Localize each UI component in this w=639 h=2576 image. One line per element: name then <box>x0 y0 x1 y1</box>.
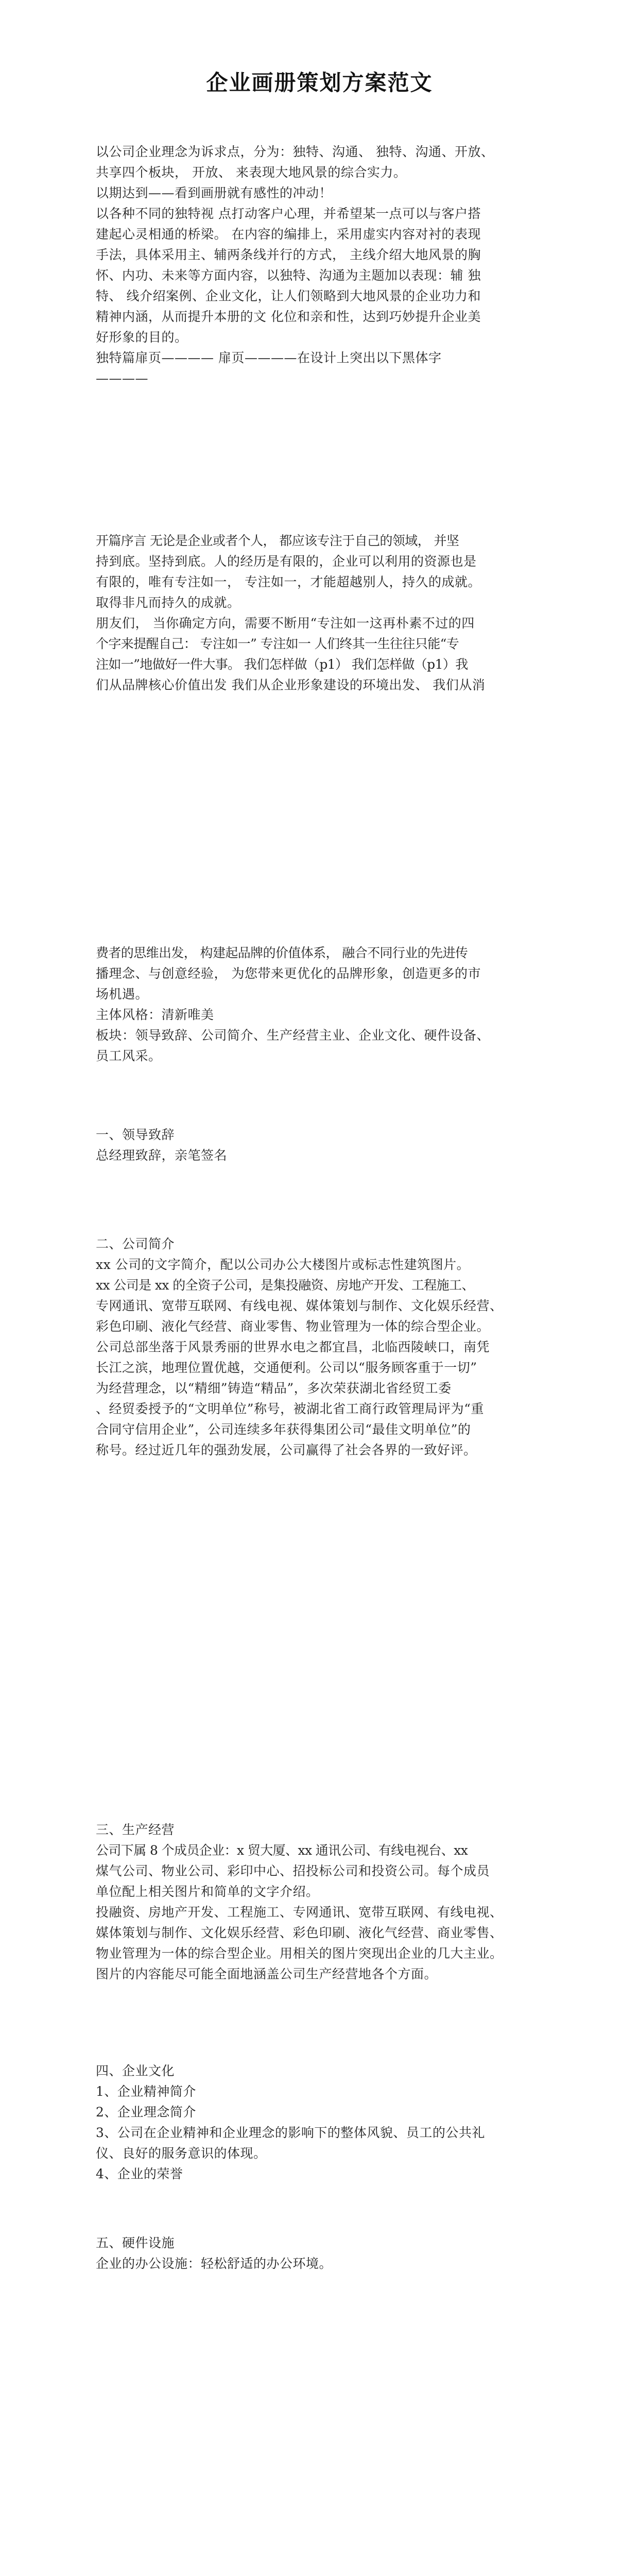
document-title: 企业画册策划方案范文 <box>206 70 433 95</box>
section-culture <box>96 2061 549 2184</box>
text-line: 以公司企业理念为诉求点，分为：独特、沟通、 独特、沟通、开放、 <box>96 144 494 159</box>
text-line: 总经理致辞，亲笔签名 <box>96 1148 228 1163</box>
text-line: 一、领导致辞 <box>96 1127 175 1142</box>
text-line: 三、生产经营 <box>96 1822 175 1837</box>
section-production <box>96 1820 549 1985</box>
text-line: 有限的，唯有专注如一， 专注如一，才能超越别人，持久的成就。 <box>96 574 481 589</box>
text-line: 3、公司在企业精神和企业理念的影响下的整体风貌、员工的公共礼 <box>96 2125 485 2140</box>
text-line: 彩色印刷、液化气经营、商业零售、物业管理为一体的综合型企业。 <box>96 1319 490 1334</box>
text-line: 员工风采。 <box>96 1048 162 1063</box>
text-line: 播理念、与创意经验， 为您带来更优化的品牌形象，创造更多的市 <box>96 966 481 981</box>
text-line: xx 公司的文字简介，配以公司办公大楼图片或标志性建筑图片。 <box>96 1257 470 1272</box>
section-leader-speech <box>96 1125 549 1166</box>
text-line: 们从品牌核心价值出发 我们从企业形象建设的环境出发、 我们从消 <box>96 677 486 692</box>
text-line: 为经营理念，以“精细”铸造“精品”，多次荣获湖北省经贸工委 <box>96 1381 452 1396</box>
text-line: 单位配上相关图片和简单的文字介绍。 <box>96 1884 319 1899</box>
text-line: 场机遇。 <box>96 987 149 1002</box>
text-line: 公司下属 8 个成员企业：x 贸大厦、xx 通讯公司、有线电视台、xx <box>96 1843 468 1858</box>
text-line: xx 公司是 xx 的全资子公司，是集投融资、房地产开发、工程施工、 <box>96 1278 474 1293</box>
text-line: 合同守信用企业”，公司连续多年获得集团公司“最佳文明单位”的 <box>96 1422 471 1437</box>
section-hardware <box>96 2233 549 2274</box>
text-line: 4、企业的荣誉 <box>96 2166 183 2181</box>
text-line: 手法，具体采用主、辅两条线并行的方式， 主线介绍大地风景的胸 <box>96 247 481 262</box>
section-intro <box>96 142 549 389</box>
text-line: 专网通讯、宽带互联网、有线电视、媒体策划与制作、文化娱乐经营、 <box>96 1298 503 1313</box>
text-line: 特、 线介绍案例、企业文化，让人们领略到大地风景的企业功力和 <box>96 289 481 303</box>
section-company-profile <box>96 1234 549 1461</box>
text-line: 以期达到——看到画册就有感性的冲动！ <box>96 185 333 200</box>
text-line: 公司总部坐落于风景秀丽的世界水电之都宜昌，北临西陵峡口，南凭 <box>96 1340 490 1354</box>
text-line: 企业的办公设施：轻松舒适的办公环境。 <box>96 2256 333 2271</box>
text-line: 持到底。坚持到底。人的经历是有限的，企业可以利用的资源也是 <box>96 554 477 569</box>
text-line: 以各种不同的独特视 点打动客户心理，并希望某一点可以与客户搭 <box>96 206 481 221</box>
text-line: 注如一”地做好一件大事。 我们怎样做（p1） 我们怎样做（p1）我 <box>96 657 468 672</box>
text-line: 、经贸委授予的“文明单位”称号，被湖北省工商行政管理局评为“重 <box>96 1401 484 1416</box>
text-line: 物业管理为一体的综合型企业。用相关的图片突现出企业的几大主业。 <box>96 1946 503 1961</box>
section-preface <box>96 531 549 696</box>
text-line: 长江之滨，地理位置优越，交通便利。公司以“服务顾客重于一切” <box>96 1360 477 1375</box>
text-line: 四、企业文化 <box>96 2063 175 2078</box>
text-line: ———— <box>96 371 148 386</box>
text-line: 2、企业理念简介 <box>96 2105 196 2120</box>
text-line: 五、硬件设施 <box>96 2235 175 2250</box>
text-line: 个字来提醒自己： 专注如一” 专注如一 人们终其一生往往只能“专 <box>96 636 459 651</box>
text-line: 取得非凡而持久的成就。 <box>96 595 240 610</box>
text-line: 仪、良好的服务意识的体现。 <box>96 2146 267 2161</box>
text-line: 图片的内容能尽可能全面地涵盖公司生产经营地各个方面。 <box>96 1967 438 1981</box>
text-line: 1、企业精神简介 <box>96 2084 196 2099</box>
text-line: 建起心灵相通的桥梁。 在内容的编排上，采用虚实内容对衬的表现 <box>96 227 481 242</box>
text-line: 煤气公司、物业公司、彩印中心、招投标公司和投资公司。每个成员 <box>96 1863 490 1878</box>
text-line: 主体风格：清新唯美 <box>96 1007 214 1022</box>
text-line: 板块：领导致辞、公司简介、生产经营主业、企业文化、硬件设备、 <box>96 1028 490 1043</box>
text-line: 独特篇扉页———— 扉页————在设计上突出以下黑体字 <box>96 350 442 365</box>
text-line: 媒体策划与制作、文化娱乐经营、彩色印刷、液化气经营、商业零售、 <box>96 1925 503 1940</box>
text-line: 精神内涵，从而提升本册的文 化位和亲和性，达到巧妙提升企业美 <box>96 309 481 324</box>
text-line: 称号。经过近几年的强劲发展，公司赢得了社会各界的一致好评。 <box>96 1443 477 1458</box>
text-line: 费者的思维出发， 构建起品牌的价值体系， 融合不同行业的先进传 <box>96 945 468 960</box>
text-line: 投融资、房地产开发、工程施工、专网通讯、宽带互联网、有线电视、 <box>96 1905 503 1920</box>
text-line: 共享四个板块， 开放、 来表现大地风景的综合实力。 <box>96 165 407 180</box>
section-style-and-modules <box>96 943 549 1066</box>
text-line: 朋友们， 当你确定方向，需要不断用“专注如一这再朴素不过的四 <box>96 616 475 631</box>
text-line: 怀、内功、未来等方面内容，以独特、沟通为主题加以表现：辅 独 <box>96 268 481 283</box>
text-line: 二、公司简介 <box>96 1236 175 1251</box>
text-line: 开篇序言 无论是企业或者个人， 都应该专注于自己的领域， 并坚 <box>96 533 459 548</box>
text-line: 好形象的目的。 <box>96 330 188 345</box>
